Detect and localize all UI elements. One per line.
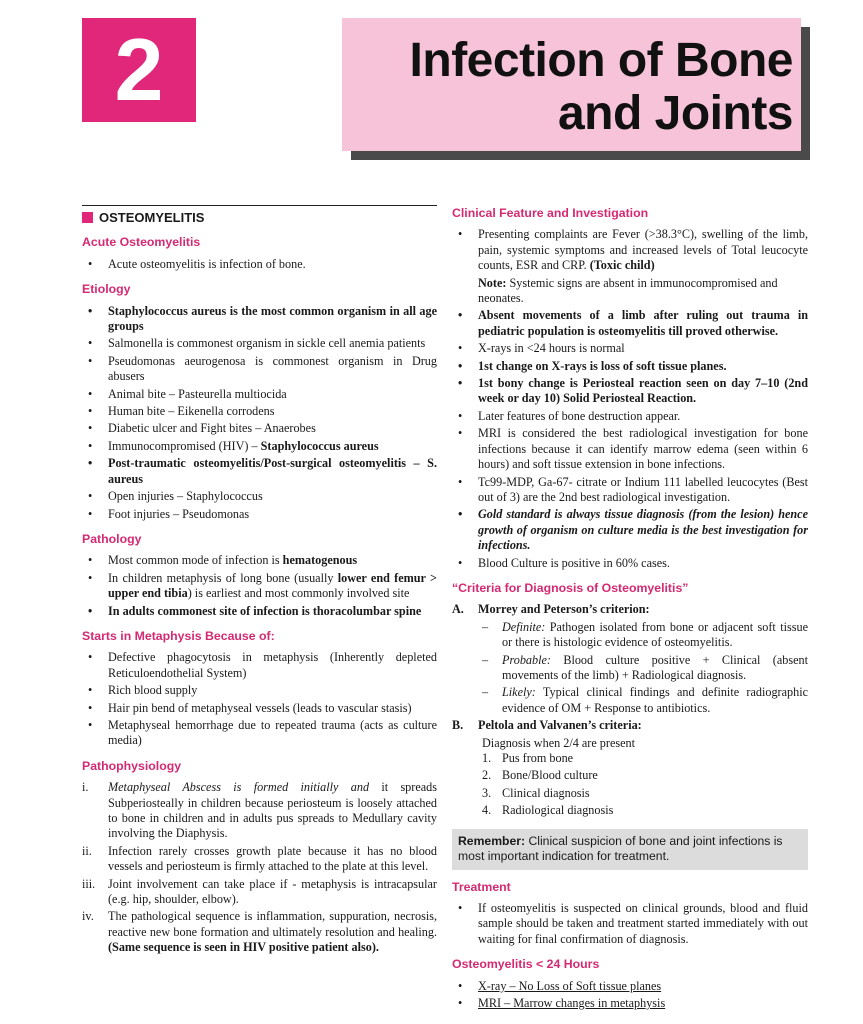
- right-column: [452, 205, 808, 1013]
- list-item: [82, 844, 437, 875]
- pathology-heading: Pathology: [82, 531, 142, 546]
- metaphysis-list: [82, 650, 437, 748]
- list-marker: 1.: [482, 751, 492, 765]
- criteria-heading: “Criteria for Diagnosis of Osteomyelitis”: [452, 580, 689, 595]
- list-item: • Rich blood supply: [82, 683, 437, 698]
- list-item: [82, 571, 437, 602]
- bold-span: (Toxic child): [589, 258, 655, 273]
- criteria-a-item: [452, 620, 808, 651]
- chapter-title-line2: and Joints: [557, 87, 793, 140]
- acute-heading: Acute Osteomyelitis: [82, 235, 201, 250]
- criteria-a-item: [452, 685, 808, 716]
- treatment-list: [452, 901, 808, 947]
- left-column: [82, 205, 437, 958]
- section-rule: [82, 205, 437, 206]
- list-item: • Human bite – Eikenella corrodens: [82, 404, 437, 419]
- text-span: In children metaphysis of long bone (usually: [108, 570, 338, 585]
- pathology-list: [82, 553, 437, 619]
- chapter-title: [410, 34, 793, 140]
- pathophysiology-list: [82, 780, 437, 955]
- text-span: The pathological sequence is inflammation, suppuration, necrosis, reactive new bone formation and ultimately resolution and healing.: [108, 909, 437, 939]
- list-item: • Pseudomonas aeurogenosa is commonest organism in Drug abusers: [82, 354, 437, 385]
- bold-span: hematogenous: [282, 553, 358, 568]
- note-text: Systemic signs are absent in immunocompromised and neonates.: [478, 275, 778, 306]
- list-item: • Staphylococcus aureus is the most common organism in all age groups: [82, 304, 437, 335]
- list-item: • Salmonella is commonest organism in sickle cell anemia patients: [82, 336, 437, 351]
- list-item: [82, 877, 437, 908]
- bold-span: lower end femur > upper end tibia: [108, 570, 437, 601]
- list-marker: i.: [82, 780, 89, 795]
- acute-list: [82, 257, 437, 272]
- section-title: [82, 210, 437, 225]
- list-item: • MRI is considered the best radiological investigation for bone infections because it can identify marrow edema (seen within 6 hours) and soft tissue extension in bone infections.: [452, 426, 808, 472]
- list-item: • Defective phagocytosis in metaphysis (Inherently depleted Reticuloendothelial System): [82, 650, 437, 681]
- text-span: Infection rarely crosses growth plate because it has no blood vessels and periosteum is firmly attached to the plate at this level.: [108, 843, 437, 874]
- list-marker: B.: [452, 718, 464, 733]
- list-marker: 2.: [482, 768, 492, 783]
- remember-box: [452, 829, 808, 870]
- criteria-b-item: [452, 803, 808, 818]
- criteria-a-title: Morrey and Peterson’s criterion:: [478, 602, 650, 617]
- list-item: • Gold standard is always tissue diagnosis (from the lesion) hence growth of organism on culture media is the best investigation for infections.: [452, 507, 808, 553]
- text-span: Blood culture positive + Clinical (absent movements of the limb) + Radiological diagnosis.: [502, 652, 808, 682]
- criteria-b-intro: Diagnosis when 2/4 are present: [482, 735, 635, 750]
- criteria-a: [452, 602, 808, 617]
- remember-label: Remember:: [458, 833, 526, 848]
- clinical-list: [452, 227, 808, 273]
- note: [452, 276, 808, 307]
- list-item: • X-ray – No Loss of Soft tissue planes: [452, 979, 808, 994]
- criteria-b-item: [452, 751, 808, 766]
- text-span: Presenting complaints are Fever (>38.3°C), swelling of the limb, pain, systemic symptoms and increased levels of Total leucocyte counts, ESR and CRP.: [478, 227, 808, 273]
- list-marker: 4.: [482, 803, 492, 818]
- clinical-heading: Clinical Feature and Investigation: [452, 206, 649, 220]
- criteria-b: [452, 718, 808, 733]
- list-item: • 1st bony change is Periosteal reaction seen on day 7–10 (2nd week or day 10) Solid Periosteal Reaction.: [452, 376, 808, 407]
- list-item: • In adults commonest site of infection is thoracolumbar spine: [82, 604, 437, 619]
- list-item: • If osteomyelitis is suspected on clinical grounds, blood and fluid sample should be taken and treatment started immediately with out waiting for final confirmation of diagnosis.: [452, 901, 808, 947]
- list-item: • Later features of bone destruction appear.: [452, 409, 808, 424]
- list-marker: iv.: [82, 909, 94, 924]
- text-span: it spreads Subperiosteally in children because periosteum is loosely attached to bone in children and in adults pus spreads to Medullary cavity involving the Diaphysis.: [108, 780, 437, 841]
- etiology-list: [82, 304, 437, 522]
- chapter-title-box: [342, 18, 801, 151]
- list-marker: 3.: [482, 785, 492, 800]
- list-item: [82, 553, 437, 568]
- text-span: ) is earliest and most commonly involved site: [187, 586, 410, 601]
- metaphysis-heading: Starts in Metaphysis Because of:: [82, 628, 275, 643]
- list-marker: ii.: [82, 843, 92, 858]
- italic-span: Metaphyseal Abscess is formed initially and: [108, 780, 370, 795]
- list-item: • Hair pin bend of metaphyseal vessels (leads to vascular stasis): [82, 701, 437, 716]
- text-span: Pathogen isolated from bone or adjacent soft tissue or there is histologic evidence of osteomyelitis.: [502, 619, 808, 650]
- list-item: • Metaphyseal hemorrhage due to repeated trauma (acts as culture media): [82, 718, 437, 749]
- lt24-heading: Osteomyelitis < 24 Hours: [452, 957, 600, 972]
- text-span: Pus from bone: [502, 751, 574, 765]
- criteria-b-item: [452, 768, 808, 783]
- chapter-title-line1: Infection of Bone: [409, 34, 793, 87]
- list-item: • Foot injuries – Pseudomonas: [82, 507, 437, 522]
- section-title-text: OSTEOMYELITIS: [99, 210, 205, 225]
- italic-span: Probable:: [502, 652, 551, 667]
- list-item: • Post-traumatic osteomyelitis/Post-surgical osteomyelitis – S. aureus: [82, 456, 437, 487]
- list-marker: iii.: [82, 876, 96, 891]
- list-item: • Blood Culture is positive in 60% cases.: [452, 556, 808, 571]
- list-item: • X-rays in <24 hours is normal: [452, 341, 808, 356]
- criteria-a-item: [452, 653, 808, 684]
- text-span: Bone/Blood culture: [502, 768, 598, 783]
- section-square-icon: [82, 212, 93, 223]
- pathophysiology-heading: Pathophysiology: [82, 758, 182, 773]
- list-item: • Animal bite – Pasteurella multiocida: [82, 387, 437, 402]
- list-item: [82, 439, 437, 454]
- text-span: Radiological diagnosis: [502, 803, 614, 818]
- list-item: • Acute osteomyelitis is infection of bone.: [82, 257, 437, 272]
- text-span: Clinical diagnosis: [502, 785, 590, 800]
- criteria-b-item: [452, 786, 808, 801]
- remember-text: Clinical suspicion of bone and joint infections is most important indication for treatment.: [458, 833, 783, 864]
- text-span: Most common mode of infection is: [108, 553, 283, 568]
- text-span: Typical clinical findings and definite radiographic evidence of OM + Response to antibiotics.: [502, 685, 808, 715]
- list-item: [82, 780, 437, 842]
- list-item: • Absent movements of a limb after ruling out trauma in pediatric population is osteomyelitis till proved otherwise.: [452, 308, 808, 339]
- bold-span: Staphylococcus aureus: [260, 438, 379, 453]
- list-item: • Open injuries – Staphylococcus: [82, 489, 437, 504]
- list-item: [82, 909, 437, 955]
- note-label: Note:: [478, 275, 507, 290]
- list-marker: A.: [452, 602, 464, 617]
- list-item: • MRI – Marrow changes in metaphysis: [452, 996, 808, 1011]
- list-item: • 1st change on X-rays is loss of soft tissue planes.: [452, 359, 808, 374]
- criteria-b-title: Peltola and Valvanen’s criteria:: [478, 718, 642, 733]
- list-item: • Tc99-MDP, Ga-67- citrate or Indium 111 labelled leucocytes (Best out of 3) are the 2nd best radiological investigation.: [452, 475, 808, 506]
- chapter-number: 2: [82, 18, 196, 122]
- italic-span: Likely:: [502, 685, 536, 700]
- treatment-heading: Treatment: [452, 879, 511, 894]
- clinical-list-2: [452, 308, 808, 571]
- text-span: Immunocompromised (HIV) –: [108, 438, 261, 453]
- lt24-list: [452, 979, 808, 1012]
- bold-span: (Same sequence is seen in HIV positive patient also).: [108, 940, 379, 955]
- text-span: Joint involvement can take place if - metaphysis is intracapsular (e.g. hip, shoulder, elbow).: [108, 876, 437, 907]
- list-item: [452, 227, 808, 273]
- list-item: • Diabetic ulcer and Fight bites – Anaerobes: [82, 421, 437, 436]
- italic-span: Definite:: [502, 619, 546, 634]
- etiology-heading: Etiology: [82, 282, 131, 297]
